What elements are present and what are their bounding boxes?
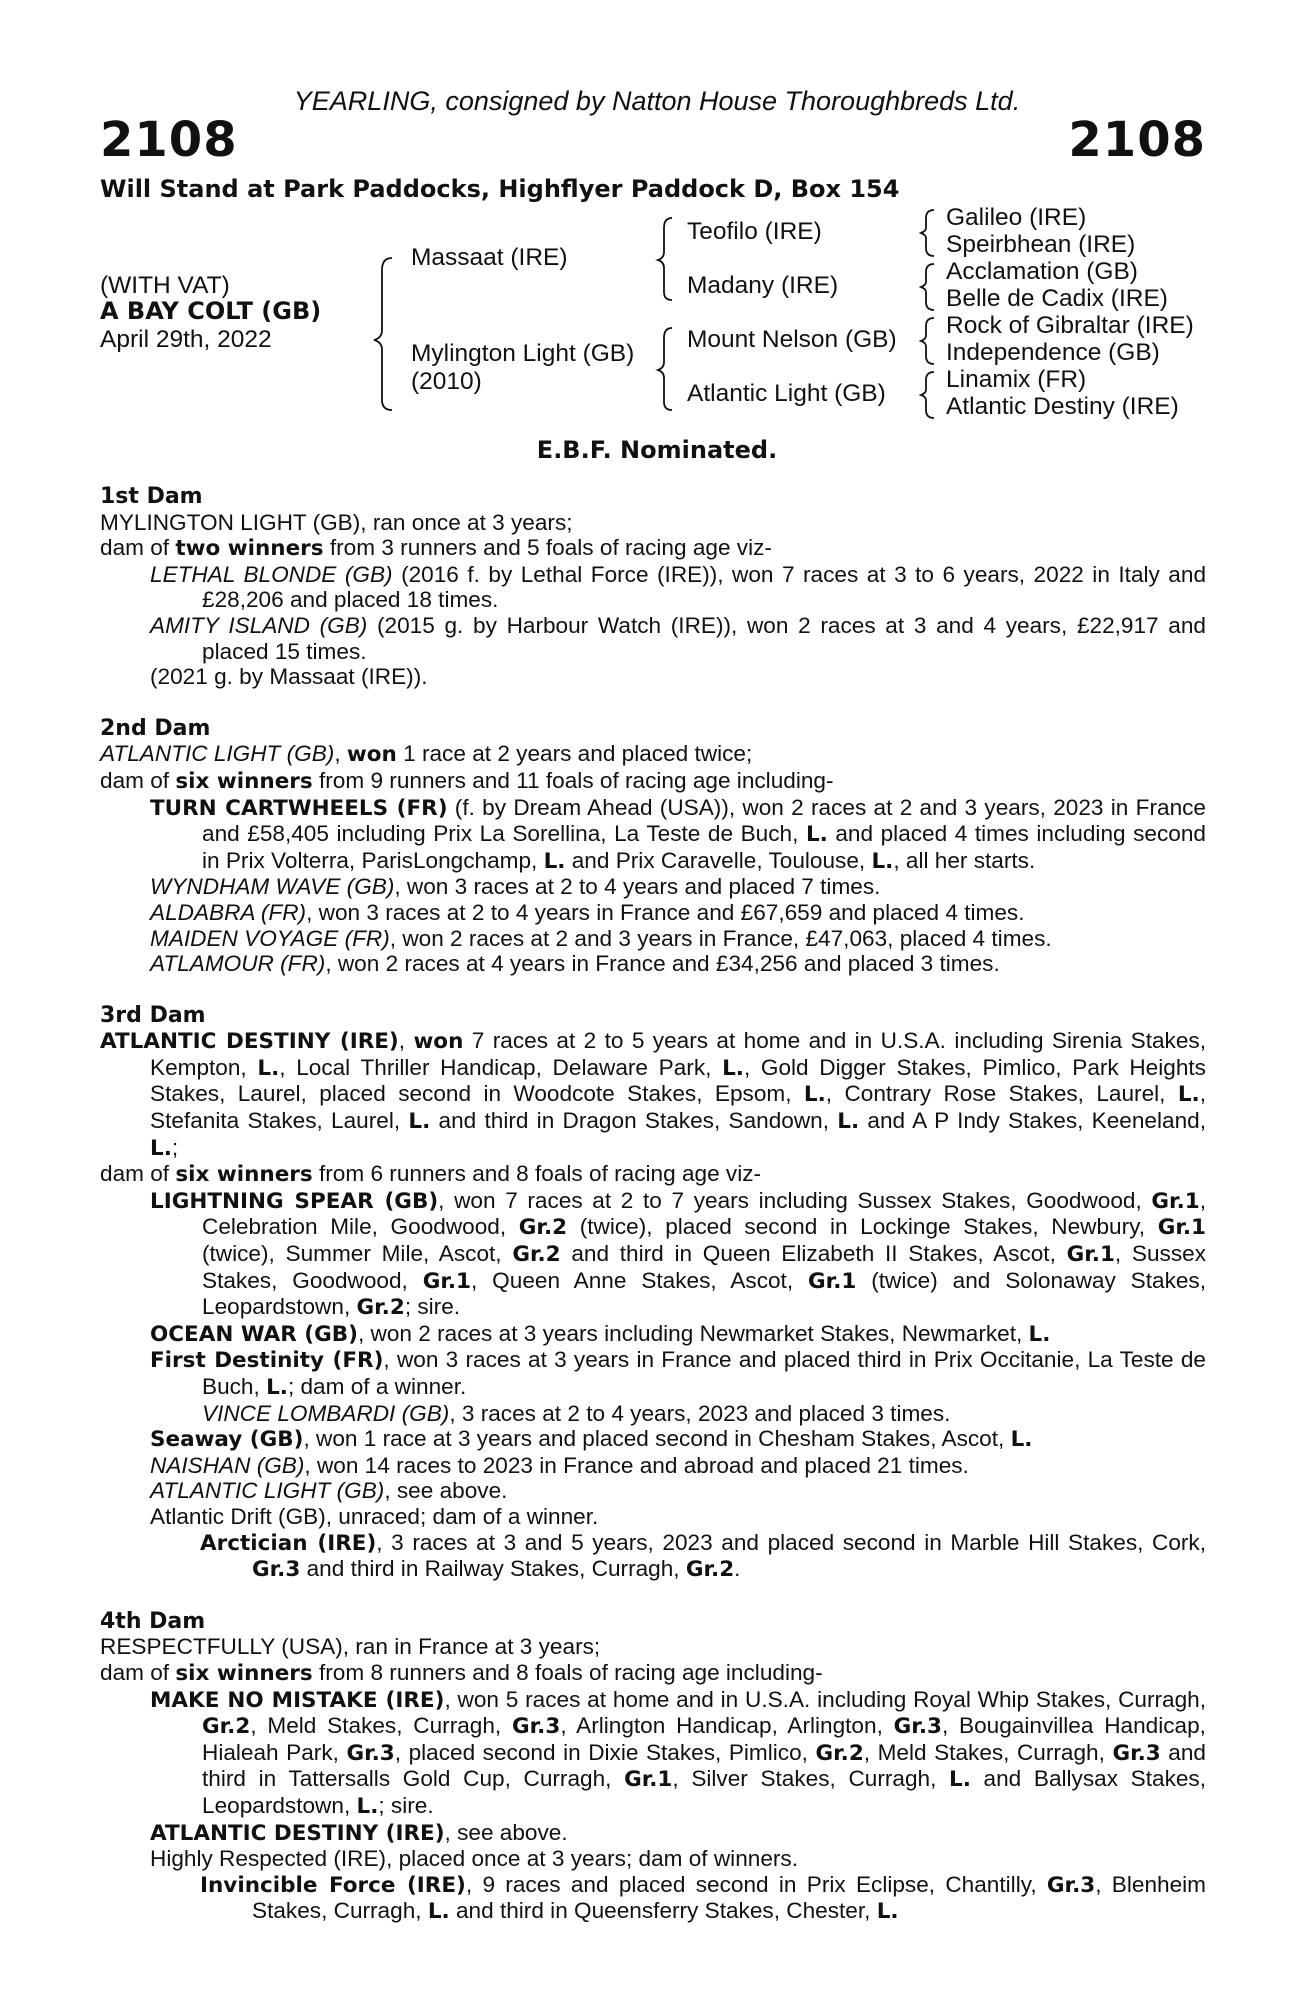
produce-entry: Atlantic Drift (GB), unraced; dam of a winner. [150, 1503, 599, 1529]
pedigree-dam-year: (2010) [411, 368, 482, 395]
produce-entry: WYNDHAM WAVE (GB), won 3 races at 2 to 4 years and placed 7 times. [150, 874, 881, 900]
produce-entry: LIGHTNING SPEAR (GB), won 7 races at 2 to 7 years including Sussex Stakes, Goodwood, Gr.1, Celebration Mile, Goodwood, Gr.2 (twice), placed second in Lockinge Stakes, Newbury, Gr.1 (twice), Summer Mile, Ascot, Gr.2 and third in Queen Elizabeth II Stakes, Ascot, Gr.1, Sussex Stakes, Goodwood, Gr.1, Queen Anne Stakes, Ascot, Gr.1 (twice) and Solonaway Stakes, Leopardstown, Gr.2; sire. [150, 1187, 1207, 1321]
fourth-dam-section [100, 1609, 1206, 1925]
pedigree-dam-dam: Atlantic Light (GB) [687, 380, 886, 407]
produce-entry: VINCE LOMBARDI (GB), 3 races at 2 to 4 years, 2023 and placed 3 times. [202, 1400, 951, 1426]
stand-location: Will Stand at Park Paddocks, Highflyer Paddock D, Box 154 [100, 175, 900, 203]
lot-number-right: 2108 [1068, 112, 1206, 168]
produce-summary: dam of six winners from 6 runners and 8 foals of racing age viz- [100, 1161, 762, 1188]
produce-entry: ATLANTIC LIGHT (GB), see above. [150, 1478, 508, 1504]
pedigree-sire-dam: Madany (IRE) [687, 272, 839, 299]
produce-entry: TURN CARTWHEELS (FR) (f. by Dream Ahead (USA)), won 2 races at 2 and 3 years, 2023 in France and £58,405 including Prix La Sorellina, La Teste de Buch, L. and placed 4 times including second in Prix Volterra, ParisLongchamp, L. and Prix Caravelle, Toulouse, L., all her starts. [150, 794, 1206, 874]
pedigree-g3-4: Belle de Cadix (IRE) [946, 285, 1168, 312]
pedigree-g3-5: Rock of Gibraltar (IRE) [946, 312, 1194, 339]
vat-note: (WITH VAT) [100, 272, 230, 299]
dam-line: MYLINGTON LIGHT (GB), ran once at 3 years; [100, 509, 573, 535]
pedigree-sire-sire: Teofilo (IRE) [687, 218, 822, 245]
produce-entry: AMITY ISLAND (GB) (2015 g. by Harbour Watch (IRE)), won 2 races at 3 and 4 years, £22,917 and placed 15 times. [150, 612, 1206, 664]
pedigree-g3-7: Linamix (FR) [946, 366, 1087, 393]
dam-line: ATLANTIC LIGHT (GB), won 1 race at 2 years and placed twice; [100, 741, 753, 768]
produce-summary: dam of six winners from 9 runners and 11 foals of racing age including- [100, 767, 834, 794]
section-heading: 3rd Dam [100, 1002, 206, 1028]
first-dam-section [100, 484, 1206, 690]
dam-line: RESPECTFULLY (USA), ran in France at 3 years; [100, 1634, 601, 1660]
produce-entry: Seaway (GB), won 1 race at 3 years and placed second in Chesham Stakes, Ascot, L. [150, 1426, 1033, 1453]
produce-entry: ATLAMOUR (FR), won 2 races at 4 years in France and £34,256 and placed 3 times. [150, 951, 1000, 977]
catalogue-body [100, 484, 1206, 1951]
section-heading: 4th Dam [100, 1608, 206, 1634]
produce-entry: Highly Respected (IRE), placed once at 3 years; dam of winners. [150, 1846, 798, 1872]
produce-summary: dam of six winners from 8 runners and 8 foals of racing age including- [100, 1659, 823, 1686]
pedigree-sire: Massaat (IRE) [411, 244, 568, 271]
produce-entry: MAIDEN VOYAGE (FR), won 2 races at 2 and 3 years in France, £47,063, placed 4 times. [150, 925, 1052, 951]
grand-produce-entry: Arctician (IRE), 3 races at 3 and 5 years, 2023 and placed second in Marble Hill Stakes, Cork, Gr.3 and third in Railway Stakes, Curragh, Gr.2. [200, 1529, 1206, 1583]
pedigree-g3-3: Acclamation (GB) [946, 258, 1138, 285]
produce-entry: MAKE NO MISTAKE (IRE), won 5 races at home and in U.S.A. including Royal Whip Stakes, Curragh, Gr.2, Meld Stakes, Curragh, Gr.3, Arlington Handicap, Arlington, Gr.3, Bougainvillea Handicap, Hialeah Park, Gr.3, placed second in Dixie Stakes, Pimlico, Gr.2, Meld Stakes, Curragh, Gr.3 and third in Tattersalls Gold Cup, Curragh, Gr.1, Silver Stakes, Curragh, L. and Ballysax Stakes, Leopardstown, L.; sire. [150, 1686, 1207, 1819]
third-dam-section [100, 1003, 1206, 1583]
section-heading: 1st Dam [100, 484, 203, 509]
produce-entry: ALDABRA (FR), won 3 races at 2 to 4 years in France and £67,659 and placed 4 times. [150, 899, 1025, 925]
pedigree-dam: Mylington Light (GB) [411, 340, 635, 367]
produce-entry: OCEAN WAR (GB), won 2 races at 3 years including Newmarket Stakes, Newmarket, L. [150, 1320, 1051, 1347]
produce-entry: NAISHAN (GB), won 14 races to 2023 in France and abroad and placed 21 times. [150, 1452, 969, 1478]
section-heading: 2nd Dam [100, 715, 211, 741]
produce-entry: ATLANTIC DESTINY (IRE), see above. [150, 1819, 568, 1846]
horse-name: A BAY COLT (GB) [100, 297, 322, 325]
produce-summary: dam of two winners from 3 runners and 5 foals of racing age viz- [100, 535, 772, 562]
consignment-line: YEARLING, consigned by Natton House Thoroughbreds Ltd. [293, 86, 1021, 116]
grand-produce-entry: Invincible Force (IRE), 9 races and placed second in Prix Eclipse, Chantilly, Gr.3, Blenheim Stakes, Curragh, L. and third in Queensferry Stakes, Chester, L. [200, 1871, 1206, 1925]
pedigree-g3-2: Speirbhean (IRE) [946, 231, 1136, 258]
dam-line: ATLANTIC DESTINY (IRE), won 7 races at 2 to 5 years at home and in U.S.A. including Sirenia Stakes, Kempton, L., Local Thriller Handicap, Delaware Park, L., Gold Digger Stakes, Pimlico, Park Heights Stakes, Laurel, placed second in Woodcote Stakes, Epsom, L., Contrary Rose Stakes, Laurel, L., Stefanita Stakes, Laurel, L. and third in Dragon Stakes, Sandown, L. and A P Indy Stakes, Keeneland, L.; [100, 1028, 1206, 1161]
pedigree-g3-1: Galileo (IRE) [946, 204, 1087, 231]
pedigree-g3-8: Atlantic Destiny (IRE) [946, 393, 1179, 420]
lot-number-left: 2108 [100, 112, 238, 168]
produce-entry: LETHAL BLONDE (GB) (2016 f. by Lethal Force (IRE)), won 7 races at 3 to 6 years, 2022 in Italy and £28,206 and placed 18 times. [150, 561, 1207, 613]
ebf-nomination: E.B.F. Nominated. [536, 436, 778, 464]
produce-entry: First Destinity (FR), won 3 races at 3 years in France and placed third in Prix Occitanie, La Teste de Buch, L.; dam of a winner. [150, 1347, 1206, 1400]
pedigree-dam-sire: Mount Nelson (GB) [687, 326, 897, 353]
pedigree-g3-6: Independence (GB) [946, 339, 1160, 366]
second-dam-section [100, 716, 1206, 977]
foaling-date: April 29th, 2022 [100, 326, 272, 353]
produce-entry: (2021 g. by Massaat (IRE)). [150, 664, 428, 690]
